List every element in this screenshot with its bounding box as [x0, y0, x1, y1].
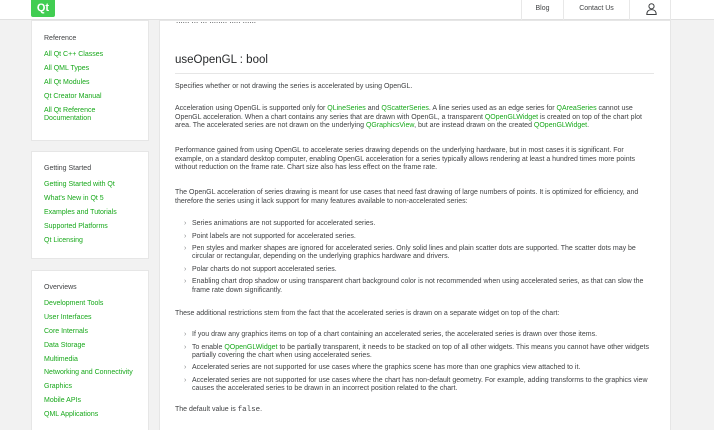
heading-divider: [175, 73, 654, 74]
link-qareaseries[interactable]: QAreaSeries: [556, 105, 597, 112]
sidebar-item-whats-new[interactable]: What's New in Qt 5: [44, 194, 104, 202]
text-span: , but are instead drawn on the created: [414, 122, 534, 130]
text-span: Acceleration using OpenGL is supported only for: [175, 105, 328, 112]
sidebar-item-getting-started[interactable]: Getting Started with Qt: [44, 181, 115, 188]
sidebar-item-development-tools[interactable]: Development Tools: [44, 300, 104, 307]
default-value-code: false: [237, 406, 261, 414]
text-span: .: [260, 406, 263, 413]
sidebar-item-examples[interactable]: Examples and Tutorials: [44, 208, 117, 216]
sidebar-item-all-cpp-classes[interactable]: All Qt C++ Classes: [44, 51, 104, 58]
list-item: › Series animations are not supported for accelerated series.: [184, 220, 654, 228]
link-qopenglwidget[interactable]: QOpenGLWidget: [533, 122, 588, 130]
nav-contact-link[interactable]: Contact Us: [563, 0, 629, 20]
sidebar-item-all-qt-modules[interactable]: All Qt Modules: [44, 78, 90, 86]
text-span: to be partially transparent, it needs to be stacked on top of all other widgets. This means you cannot have other widgets partially covering the chart when using accelerated series.: [192, 343, 649, 359]
property-heading: useOpenGL : bool: [175, 54, 268, 66]
sidebar-overviews-card: [31, 270, 149, 430]
paragraph-acceleration: [175, 105, 653, 131]
list-item: › Pen styles and marker shapes are ignored for accelerated series. Only solid lines and plain scatter dots are supported. The scatter dots may be circular or rectangular, depending on the underlying graphics hardware and drivers.: [184, 245, 654, 261]
sidebar-item-mobile-apis[interactable]: Mobile APIs: [44, 397, 81, 405]
list-item: › Accelerated series are not supported for use cases where the chart has non-default geometry. For example, adding transforms to the graphics view causes the accelerated series to be drawn in an incorrect position related to the chart.: [184, 377, 654, 393]
paragraph-restrictions-intro: The OpenGL acceleration of series drawing is meant for use cases that need fast drawing of large numbers of points. It is optimized for efficiency, and therefore the series using it lack support for many features available to non-accelerated series:: [175, 189, 639, 205]
sidebar-item-licensing[interactable]: Qt Licensing: [44, 236, 83, 244]
sidebar-item-qml-applications[interactable]: QML Applications: [44, 411, 99, 419]
text-span: .: [587, 122, 590, 130]
sidebar-reference-card: [31, 20, 149, 141]
list-item: [184, 344, 654, 360]
sidebar-item-qt-creator-manual[interactable]: Qt Creator Manual: [44, 92, 102, 100]
list-item: › Polar charts do not support accelerated series.: [184, 266, 654, 274]
user-icon: [646, 3, 657, 15]
sidebar-item-networking[interactable]: Networking and Connectivity: [44, 369, 133, 377]
list-item: › Accelerated series are not supported for use cases where the graphics scene has more than one graphics view attached to it.: [184, 364, 654, 372]
widget-restrictions-list: [184, 331, 654, 398]
sidebar-reference-title: Reference: [44, 35, 77, 42]
qt-logo[interactable]: Qt: [31, 0, 55, 17]
link-qlineseries[interactable]: QLineSeries: [327, 105, 366, 112]
sidebar-getting-started-card: [31, 151, 149, 259]
list-item: › If you draw any graphics items on top of a chart containing an accelerated series, the accelerated series is drawn over those items.: [184, 331, 654, 339]
text-span: cannot use OpenGL acceleration. When a chart contains any series that are drawn with OpenGL, a transparent: [175, 105, 633, 121]
link-qopenglwidget[interactable]: QOpenGLWidget: [224, 343, 278, 351]
top-bar: [0, 0, 714, 20]
feature-restrictions-list: [184, 220, 654, 299]
sidebar-overviews-title: Overviews: [44, 284, 77, 291]
text-span: . A line series used as an edge series for: [428, 105, 557, 112]
paragraph-performance: Performance gained from using OpenGL to accelerate series drawing depends on the underlying hardware, but in most cases it is significant. For example, on a standard desktop computer, enabling OpenGL acceleration for a series typically allows rendering at least a hundred times more points without reduction on the frame rate. Chart size also has less effect on the frame rate.: [175, 147, 636, 172]
sidebar-item-user-interfaces[interactable]: User Interfaces: [44, 313, 92, 321]
sidebar-item-data-storage[interactable]: Data Storage: [44, 341, 86, 349]
main-content: [159, 20, 671, 430]
link-qgraphicsview[interactable]: QGraphicsView: [365, 122, 415, 130]
link-qscatterseries[interactable]: QScatterSeries: [381, 105, 429, 112]
sidebar-item-all-reference-docs[interactable]: All Qt Reference Documentation: [44, 106, 96, 123]
paragraph-summary: Specifies whether or not drawing the series is accelerated by using OpenGL.: [175, 83, 413, 90]
sidebar-getting-started-title: Getting Started: [44, 165, 92, 172]
nav-user-button[interactable]: [629, 0, 671, 20]
text-span: The default value is: [175, 406, 238, 413]
text-span: To enable: [192, 343, 225, 351]
list-item: › Enabling chart drop shadow or using transparent chart background color is not recommended when using accelerated series, as that can slow the frame rate down significantly.: [184, 278, 654, 294]
sidebar-item-core-internals[interactable]: Core Internals: [44, 327, 88, 335]
text-span: is created on top of the chart plot area. The accelerated series are not drawn on the underlying: [175, 113, 642, 130]
sidebar-item-supported-platforms[interactable]: Supported Platforms: [44, 222, 108, 230]
paragraph-default-value: [175, 406, 653, 415]
sidebar-item-multimedia[interactable]: Multimedia: [44, 355, 78, 363]
nav-blog-link[interactable]: Blog: [521, 0, 563, 20]
link-qopenglwidget[interactable]: QOpenGLWidget: [484, 113, 539, 121]
sidebar-item-graphics[interactable]: Graphics: [44, 383, 73, 391]
list-item: › Point labels are not supported for accelerated series.: [184, 233, 654, 241]
sidebar-item-all-qml-types[interactable]: All QML Types: [44, 64, 90, 72]
text-span: and: [365, 105, 382, 112]
paragraph-additional-restrictions: These additional restrictions stem from the fact that the accelerated series is drawn on a separate widget on top of the chart:: [175, 310, 560, 317]
